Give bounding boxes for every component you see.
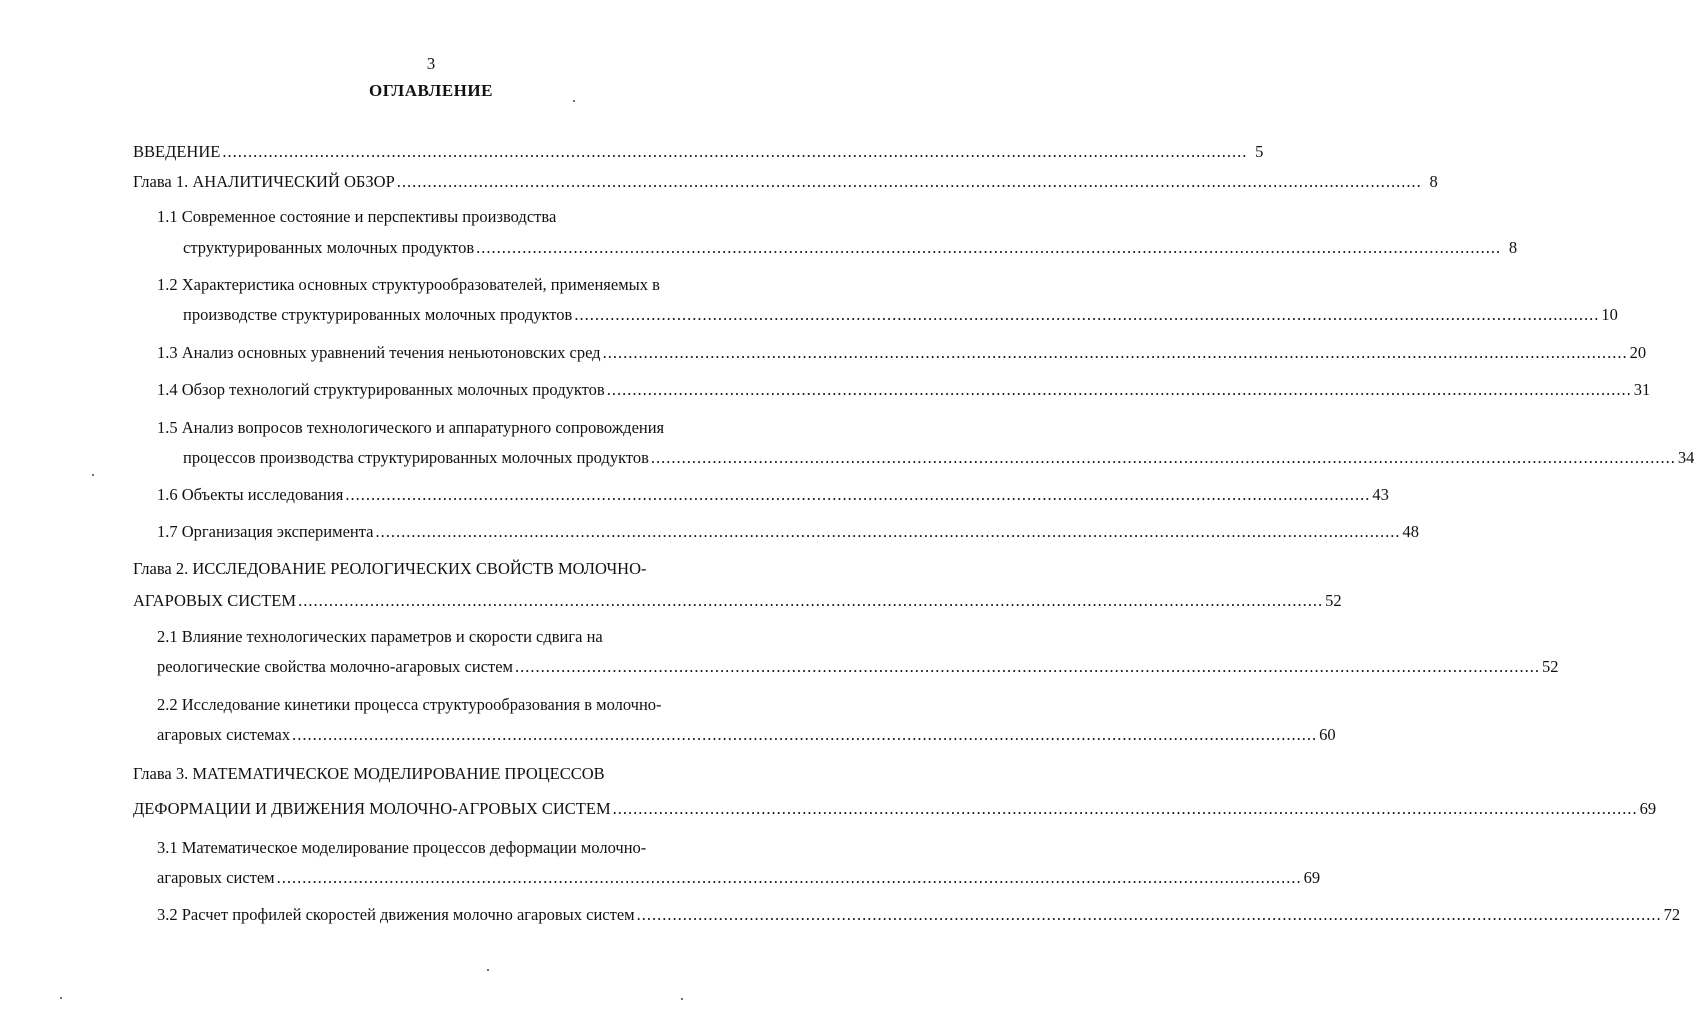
dot-leader: ........................................................................................................................................................................................................ xyxy=(602,343,1628,362)
toc-entry-line: Глава 2. ИССЛЕДОВАНИЕ РЕОЛОГИЧЕСКИХ СВОЙСТВ МОЛОЧНО- xyxy=(133,559,647,578)
dot-leader: ........................................................................................................................................................................................................ xyxy=(292,725,1318,744)
dot-leader: ........................................................................................................................................................................................................ xyxy=(636,905,1662,924)
toc-entry-line: 2.1 Влияние технологических параметров и скорости сдвига на xyxy=(157,627,603,646)
toc-entry-line: 3.1 Математическое моделирование процессов деформации молочно- xyxy=(157,838,647,857)
toc-entry[interactable] xyxy=(157,724,1336,746)
toc-entry-title: 1.6 Объекты исследования xyxy=(157,485,344,504)
toc-page-number: 69 xyxy=(1639,799,1657,818)
toc-entry[interactable] xyxy=(157,867,1321,889)
toc-entry[interactable] xyxy=(183,304,1618,326)
toc-entry-title: 1.7 Организация эксперимента xyxy=(157,522,374,541)
dot-leader: ........................................................................................................................................................................................................ xyxy=(612,799,1638,818)
dot-leader: ........................................................................................................................................................................................................ xyxy=(515,657,1540,676)
toc-page-number: 72 xyxy=(1663,905,1681,924)
scan-speck xyxy=(573,100,575,102)
toc-page-number: 52 xyxy=(1325,591,1342,610)
toc-page-number: 60 xyxy=(1319,725,1336,744)
scan-speck xyxy=(681,998,683,1000)
dot-leader: ........................................................................................................................................................................................................ xyxy=(276,868,1302,887)
toc-entry[interactable] xyxy=(133,798,1657,820)
toc-entry[interactable] xyxy=(157,342,1647,364)
dot-leader: ........................................................................................................................................................................................................ xyxy=(222,142,1248,161)
scan-speck xyxy=(92,474,94,476)
toc-page-number: 8 xyxy=(1508,238,1518,257)
toc-entry[interactable] xyxy=(157,379,1651,401)
toc-entry-line: 1.5 Анализ вопросов технологического и аппаратурного сопровождения xyxy=(157,418,665,437)
toc-entry-title: производстве структурированных молочных продуктов xyxy=(183,305,573,324)
toc-entry-title: АГАРОВЫХ СИСТЕМ xyxy=(133,591,297,610)
toc-entry[interactable] xyxy=(133,590,1342,612)
dot-leader: ........................................................................................................................................................................................................ xyxy=(298,591,1324,610)
dot-leader: ........................................................................................................................................................................................................ xyxy=(650,448,1676,467)
dot-leader: ........................................................................................................................................................................................................ xyxy=(574,305,1600,324)
toc-page-number: 5 xyxy=(1255,142,1264,161)
toc-entry[interactable] xyxy=(157,484,1389,506)
toc-entry[interactable] xyxy=(157,521,1419,543)
scan-speck xyxy=(487,969,489,971)
dot-leader: ........................................................................................................................................................................................................ xyxy=(396,172,1422,191)
toc-entry[interactable] xyxy=(133,141,1264,163)
toc-entry-title: 1.3 Анализ основных уравнений течения неньютоновских сред xyxy=(157,343,601,362)
toc-entry-title: процессов производства структурированных молочных продуктов xyxy=(183,448,649,467)
toc-entry[interactable] xyxy=(157,656,1559,678)
toc-entry[interactable] xyxy=(183,237,1518,259)
toc-page-number: 43 xyxy=(1372,485,1389,504)
toc-page-number: 34 xyxy=(1677,448,1694,467)
page-number: 3 xyxy=(426,54,436,73)
page-title: ОГЛАВЛЕНИЕ xyxy=(369,81,493,100)
toc-entry-title: 1.4 Обзор технологий структурированных молочных продуктов xyxy=(157,380,605,399)
dot-leader: ........................................................................................................................................................................................................ xyxy=(476,238,1502,257)
scan-speck xyxy=(60,997,62,999)
toc-page-number: 48 xyxy=(1402,522,1419,541)
toc-entry-title: ВВЕДЕНИЕ xyxy=(133,142,221,161)
toc-page-number: 31 xyxy=(1633,380,1651,399)
toc-entry-title: 3.2 Расчет профилей скоростей движения молочно агаровых систем xyxy=(157,905,635,924)
dot-leader: ........................................................................................................................................................................................................ xyxy=(345,485,1371,504)
toc-page-number: 52 xyxy=(1542,657,1559,676)
toc-page-number: 10 xyxy=(1601,305,1618,324)
toc-entry-title: ДЕФОРМАЦИИ И ДВИЖЕНИЯ МОЛОЧНО-АГРОВЫХ СИСТЕМ xyxy=(133,799,611,818)
toc-entry-title: Глава 1. АНАЛИТИЧЕСКИЙ ОБЗОР xyxy=(133,172,395,191)
toc-entry-title: агаровых систем xyxy=(157,868,275,887)
toc-entry[interactable] xyxy=(157,904,1681,926)
toc-entry[interactable] xyxy=(133,171,1438,193)
toc-entry-title: структурированных молочных продуктов xyxy=(183,238,475,257)
toc-entry-line: 2.2 Исследование кинетики процесса структурообразования в молочно- xyxy=(157,695,662,714)
toc-page-number: 20 xyxy=(1629,343,1647,362)
toc-page-number: 8 xyxy=(1429,172,1438,191)
toc-entry[interactable] xyxy=(183,447,1694,469)
dot-leader: ........................................................................................................................................................................................................ xyxy=(375,522,1401,541)
toc-entry-line: Глава 3. МАТЕМАТИЧЕСКОЕ МОДЕЛИРОВАНИЕ ПРОЦЕССОВ xyxy=(133,764,605,783)
toc-entry-title: агаровых системах xyxy=(157,725,291,744)
toc-page-number: 69 xyxy=(1303,868,1321,887)
dot-leader: ........................................................................................................................................................................................................ xyxy=(606,380,1632,399)
toc-entry-title: реологические свойства молочно-агаровых систем xyxy=(157,657,513,676)
toc-entry-line: 1.2 Характеристика основных структурообразователей, применяемых в xyxy=(157,275,660,294)
toc-entry-line: 1.1 Современное состояние и перспективы производства xyxy=(157,207,557,226)
